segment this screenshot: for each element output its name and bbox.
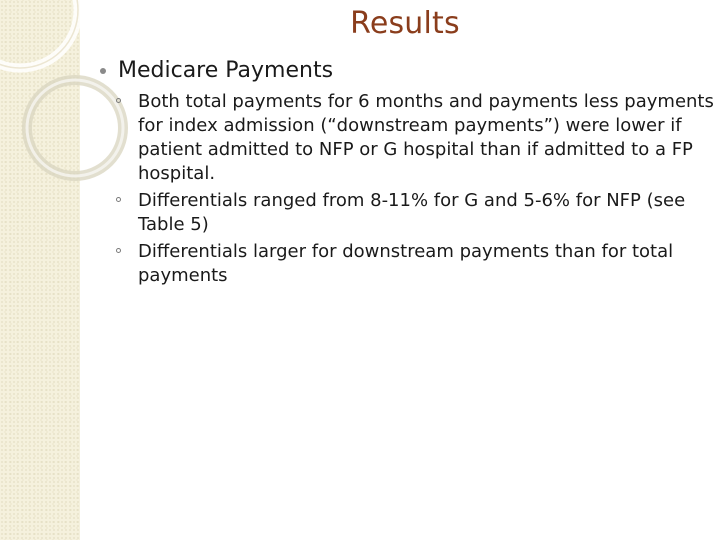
sub-bullet-differentials-range <box>100 189 716 237</box>
bullet-dot-icon <box>100 68 106 74</box>
hollow-bullet-icon <box>116 197 121 202</box>
sub-bullet-text: Differentials larger for downstream payments than for total payments <box>138 241 674 286</box>
sub-bullet-list <box>100 90 716 288</box>
slide-title: Results <box>350 6 460 41</box>
sub-bullet-text: Differentials ranged from 8-11% for G and 5-6% for NFP (see Table 5) <box>138 190 686 235</box>
hollow-bullet-icon <box>116 98 121 103</box>
sub-bullet-text: Both total payments for 6 months and payments less payments for index admission (“downstream payments”) were lower if patient admitted to NFP or G hospital than if admitted to a FP hospital. <box>138 91 714 184</box>
bullet-text: Medicare Payments <box>118 58 334 83</box>
sub-bullet-differentials-larger <box>100 240 716 288</box>
bullet-medicare-payments <box>100 56 716 86</box>
slide-content <box>100 56 716 291</box>
sub-bullet-total-payments <box>100 90 716 186</box>
decorative-side-band <box>0 0 80 540</box>
hollow-bullet-icon <box>116 248 121 253</box>
